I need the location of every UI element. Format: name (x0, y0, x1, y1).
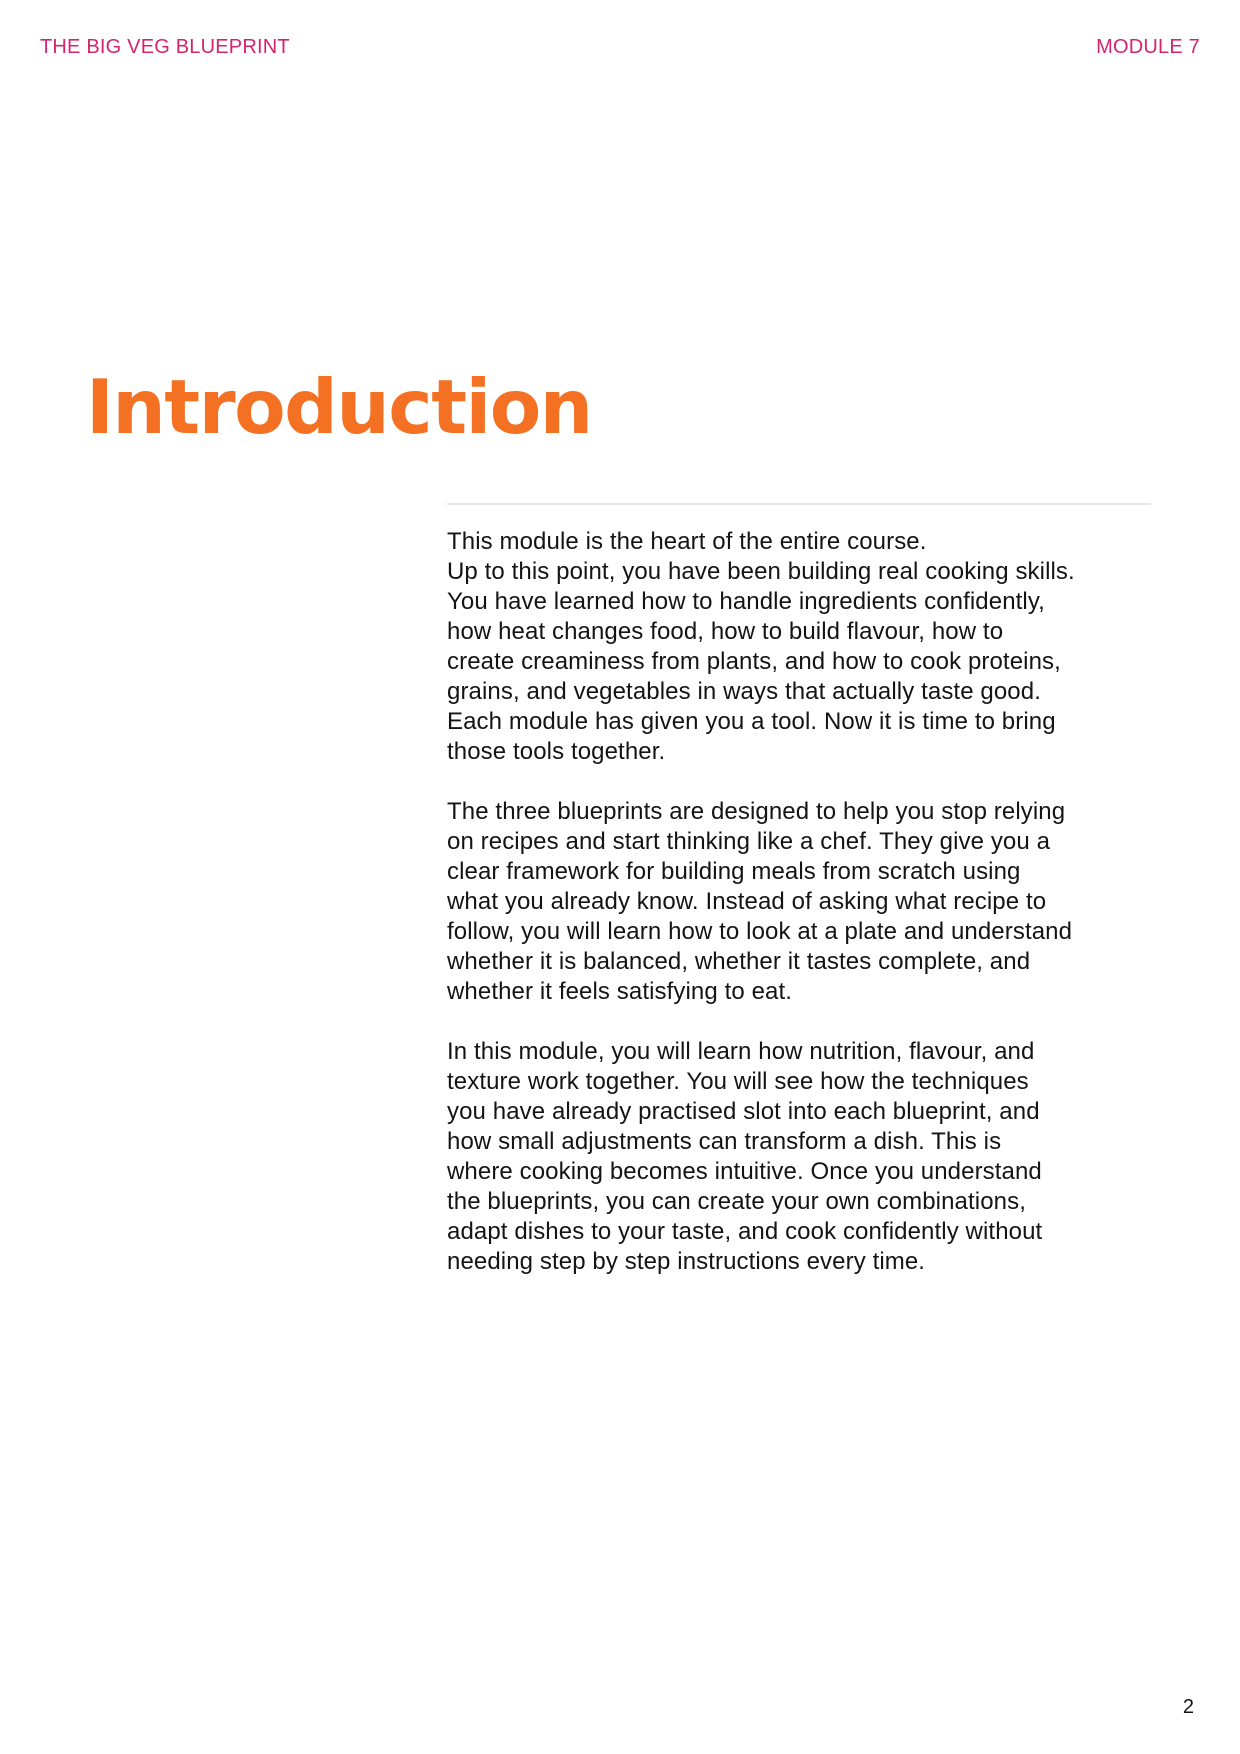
running-header-title: THE BIG VEG BLUEPRINT (40, 36, 290, 58)
paragraph-line: texture work together. You will see how the techniques (447, 1068, 1029, 1095)
paragraph-line: You have learned how to handle ingredients confidently, (447, 588, 1045, 615)
body-text (447, 527, 1167, 1307)
paragraph-line: grains, and vegetables in ways that actually taste good. (447, 678, 1041, 705)
paragraph-line: adapt dishes to your taste, and cook confidently without (447, 1218, 1043, 1245)
section-divider (447, 503, 1151, 505)
paragraph-line: those tools together. (447, 738, 666, 765)
paragraph-line: The three blueprints are designed to help you stop relying (447, 798, 1066, 825)
paragraph-line: follow, you will learn how to look at a plate and understand (447, 918, 1073, 945)
paragraph-line: clear framework for building meals from scratch using (447, 858, 1021, 885)
paragraph-line: needing step by step instructions every time. (447, 1248, 926, 1275)
paragraph-line: where cooking becomes intuitive. Once you understand (447, 1158, 1042, 1185)
paragraph-line: Up to this point, you have been building real cooking skills. (447, 558, 1075, 585)
paragraph-line: whether it feels satisfying to eat. (447, 978, 793, 1005)
paragraph-2 (447, 797, 1167, 1007)
paragraph-line: the blueprints, you can create your own combinations, (447, 1188, 1026, 1215)
running-header-module: MODULE 7 (1096, 36, 1200, 58)
paragraph-line: you have already practised slot into each blueprint, and (447, 1098, 1040, 1125)
paragraph-line: on recipes and start thinking like a chef. They give you a (447, 828, 1051, 855)
paragraph-line: what you already know. Instead of asking what recipe to (447, 888, 1047, 915)
page-number: 2 (1182, 1696, 1194, 1718)
paragraph-line: how small adjustments can transform a dish. This is (447, 1128, 1002, 1155)
page-title: Introduction (86, 363, 592, 451)
paragraph-line: In this module, you will learn how nutrition, flavour, and (447, 1038, 1035, 1065)
paragraph-line: Each module has given you a tool. Now it is time to bring (447, 708, 1056, 735)
paragraph-line: This module is the heart of the entire course. (447, 528, 927, 555)
paragraph-1 (447, 527, 1167, 767)
paragraph-3 (447, 1037, 1167, 1277)
paragraph-line: how heat changes food, how to build flavour, how to (447, 618, 1004, 645)
paragraph-line: create creaminess from plants, and how to cook proteins, (447, 648, 1061, 675)
paragraph-line: whether it is balanced, whether it tastes complete, and (447, 948, 1031, 975)
